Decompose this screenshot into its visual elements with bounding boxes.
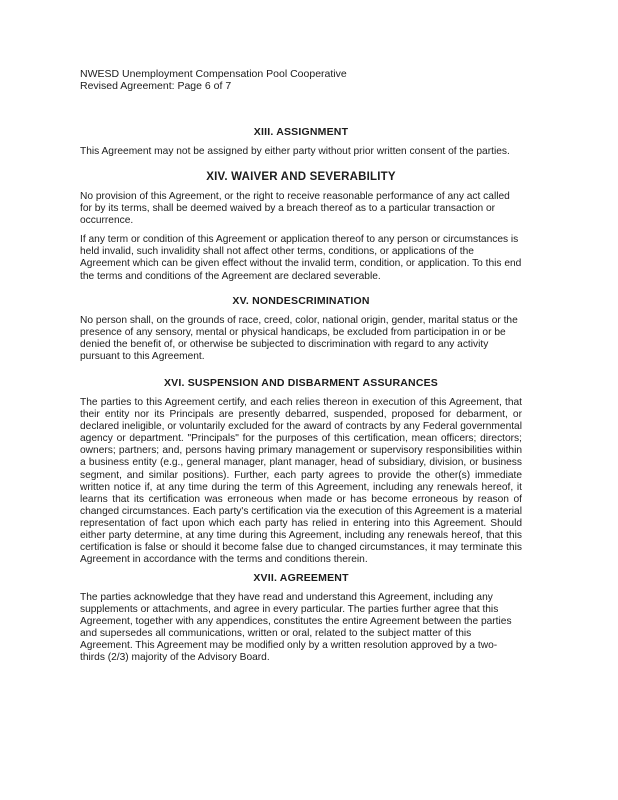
section-title: XIV. WAIVER AND SEVERABILITY bbox=[206, 171, 396, 183]
section-paragraph: This Agreement may not be assigned by either party without prior written consent of the parties. bbox=[80, 146, 510, 157]
section-suspension-disbarment bbox=[80, 377, 522, 573]
section-title: XVI. SUSPENSION AND DISBARMENT ASSURANCES bbox=[163, 377, 439, 389]
section-paragraph: The parties to this Agreement certify, and each relies thereon in execution of this Agreement, that their entity nor its Principals are presently debarred, suspended, proposed for debarment, or declared ineligible, or voluntarily excluded for the award of contracts by any Federal governmental agency or department. "Principals" for the purposes of this certification, mean officers; directors; owners; partners; and, persons having primary management or supervisory responsibilities within a business entity (e.g., general manager, plant manager, head of subsidiary, division, or business segment, and similar positions). Further, each party agrees to provide the other(s) immediate written notice if, at any time during the term of this Agreement, including any renewals hereof, it learns that its certification was erroneous when made or has become erroneous by reason of changed circumstances. Each party's certification via the execution of this Agreement is a material representation of fact upon which each party has relied in entering into this Agreement. Should either party determine, at any time during this Agreement, including any renewals hereof, that this certification is false or should it become false due to changed circumstances, it may terminate this Agreement in accordance with the terms and conditions therein. bbox=[80, 397, 522, 566]
section-title: XVII. AGREEMENT bbox=[253, 572, 349, 584]
section-paragraph: The parties acknowledge that they have read and understand this Agreement, including any supplements or attachments, and agree in every particular. The parties further agree that this Agreement, together with any appendices, constitutes the entire Agreement between the parties and supersedes all communications, written or oral, related to the subject matter of this Agreement. This Agreement may be modified only by a written resolution approved by a two-thirds (2/3) majority of the Advisory Board. bbox=[80, 592, 512, 664]
section-paragraph: No provision of this Agreement, or the right to receive reasonable performance of any act called for by its terms, shall be deemed waived by a breach thereof as to a particular transaction or occurrence. bbox=[80, 191, 510, 227]
section-title: XIII. ASSIGNMENT bbox=[253, 126, 349, 138]
section-paragraph: If any term or condition of this Agreement or application thereof to any person or circumstances is held invalid, such invalidity shall not affect other terms, conditions, or applications of the Agreement which can be given effect without the invalid term, condition, or application. To this end the terms and conditions of the Agreement are declared severable. bbox=[80, 234, 522, 282]
section-title: XV. NONDESCRIMINATION bbox=[232, 295, 370, 307]
page-header bbox=[80, 68, 347, 92]
section-waiver-severability bbox=[80, 171, 522, 290]
header-page-number: Revised Agreement: Page 6 of 7 bbox=[80, 80, 232, 92]
section-assignment bbox=[80, 126, 522, 165]
section-nondiscrimination bbox=[80, 295, 522, 370]
header-title: NWESD Unemployment Compensation Pool Cooperative bbox=[80, 68, 347, 80]
section-paragraph: No person shall, on the grounds of race, creed, color, national origin, gender, marital status or the presence of any sensory, mental or physical handicaps, be excluded from participation in or be denied the benefit of, or otherwise be subjected to discrimination with regard to any activity pursuant to this Agreement. bbox=[80, 315, 518, 363]
section-agreement bbox=[80, 572, 522, 672]
